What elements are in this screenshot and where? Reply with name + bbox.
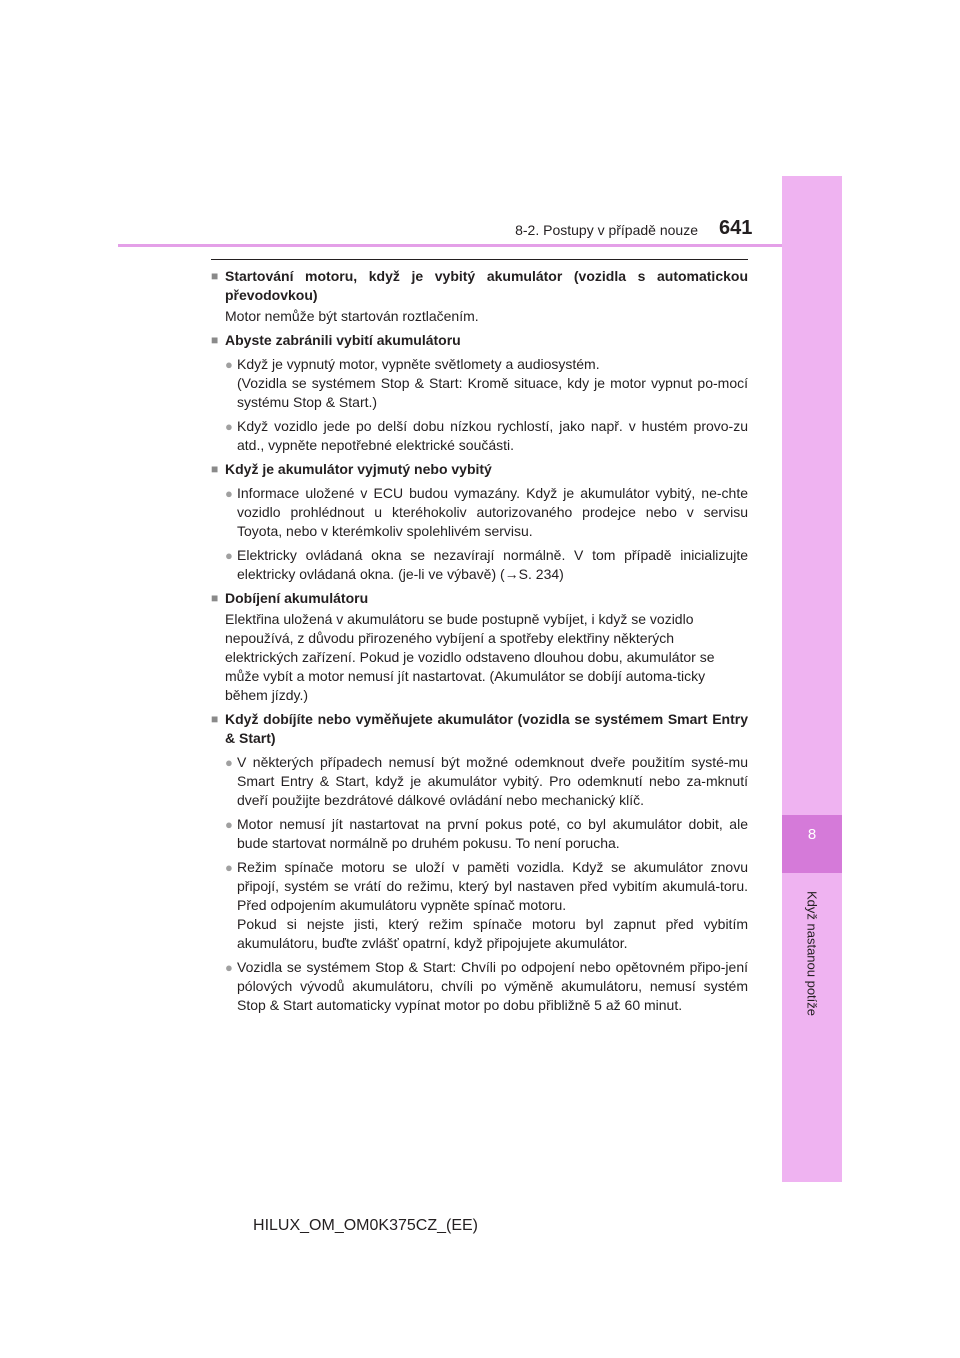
circle-bullet-icon: ● xyxy=(225,486,233,501)
square-bullet-icon: ■ xyxy=(211,591,219,605)
square-bullet-icon: ■ xyxy=(211,333,219,347)
page-content xyxy=(211,267,748,1015)
circle-bullet-icon: ● xyxy=(225,419,233,434)
bullet-item: ● Vozidla se systémem Stop & Start: Chvíli po odpojení nebo opětovném připo-jení pólových vývodů akumulátoru, chvíli po výměně akumulátoru, nemusí systém Stop & Start automaticky vypínat motor po dobu přibližně 5 až 60 minut. xyxy=(225,959,748,1013)
chapter-label: Když nastanou potíže xyxy=(804,890,820,1017)
circle-bullet-icon: ● xyxy=(225,817,233,832)
bullet-item: ● Elektricky ovládaná okna se nezavírají normálně. V tom případě inicializujte elektricky ovládaná okna. (je-li ve výbavě) (→S. 234) xyxy=(225,547,748,582)
chapter-number: 8 xyxy=(807,826,817,843)
section-heading: ■ Dobíjení akumulátoru xyxy=(211,590,369,606)
page-number: 641 xyxy=(719,217,753,239)
bullet-item: ● Když je vypnutý motor, vypněte světlomety a audiosystém. (Vozidla se systémem Stop & Start: Kromě situace, kdy je motor vypnut po-mocí systému Stop & Start.) xyxy=(225,356,748,410)
footer-doc-code: HILUX_OM_OM0K375CZ_(EE) xyxy=(253,1217,478,1234)
bullet-item: ● Informace uložené v ECU budou vymazány. Když je akumulátor vybitý, ne-chte vozidlo prohlédnout u kteréhokoliv autorizovaného prodejce nebo v servisu Toyota, nebo v kterémkoliv spolehlivém servisu. xyxy=(225,485,748,539)
content-top-rule xyxy=(211,259,748,260)
bullet-item: ● Když vozidlo jede po delší dobu nízkou rychlostí, jako např. v hustém provo-zu atd., vypněte nepotřebné elektrické součásti. xyxy=(225,418,748,453)
section-heading: ■ Když je akumulátor vyjmutý nebo vybitý xyxy=(211,461,492,477)
square-bullet-icon: ■ xyxy=(211,269,219,283)
circle-bullet-icon: ● xyxy=(225,755,233,770)
bullet-item: ● Motor nemusí jít nastartovat na první pokus poté, co byl akumulátor dobit, ale bude startovat normálně po druhém pokusu. To není porucha. xyxy=(225,816,748,851)
section-heading: ■ Startování motoru, když je vybitý akumulátor (vozidla s automatickou převodovkou) xyxy=(211,268,748,303)
square-bullet-icon: ■ xyxy=(211,462,219,476)
circle-bullet-icon: ● xyxy=(225,357,233,372)
circle-bullet-icon: ● xyxy=(225,860,233,875)
bullet-item: ● Režim spínače motoru se uloží v paměti vozidla. Když se akumulátor znovu připojí, systém se vrátí do režimu, který byl nastaven před vybitím akumulá-toru. Před odpojením akumulátoru vypněte spínač motoru. Pokud si nejste jisti, který režim spínače motoru byl zapnut před vybitím akumulátoru, buďte zvlášť opatrní, když připojujete akumulátor. xyxy=(225,859,748,951)
side-tab-strip xyxy=(782,176,842,1182)
side-tab-active-chapter xyxy=(782,815,842,873)
section-heading: ■ Abyste zabránili vybití akumulátoru xyxy=(211,332,461,348)
circle-bullet-icon: ● xyxy=(225,548,233,563)
header-section-title: 8-2. Postupy v případě nouze xyxy=(515,222,698,238)
section-heading: ■ Když dobíjíte nebo vyměňujete akumulátor (vozidla se systémem Smart Entry & Start) xyxy=(211,711,748,746)
circle-bullet-icon: ● xyxy=(225,960,233,975)
paragraph: Elektřina uložená v akumulátoru se bude postupně vybíjet, i když se vozidlo nepoužívá, z důvodu přirozeného vybíjení a spotřeby elektřiny některých elektrických zařízení. Pokud je vozidlo odstaveno dlouhou dobu, akumulátor se může vybít a motor nemusí jít nastartovat. (Akumulátor se dobíjí automa-ticky během jízdy.) xyxy=(225,611,715,703)
paragraph: Motor nemůže být startován roztlačením. xyxy=(225,308,479,324)
square-bullet-icon: ■ xyxy=(211,712,219,726)
bullet-item: ● V některých případech nemusí být možné odemknout dveře použitím systé-mu Smart Entry & Start, když je akumulátor vybitý. Pro odemknutí nebo za-mknutí dveří použijte bezdrátové dálkové ovládání nebo mechanický klíč. xyxy=(225,754,748,808)
header-divider xyxy=(118,244,782,247)
